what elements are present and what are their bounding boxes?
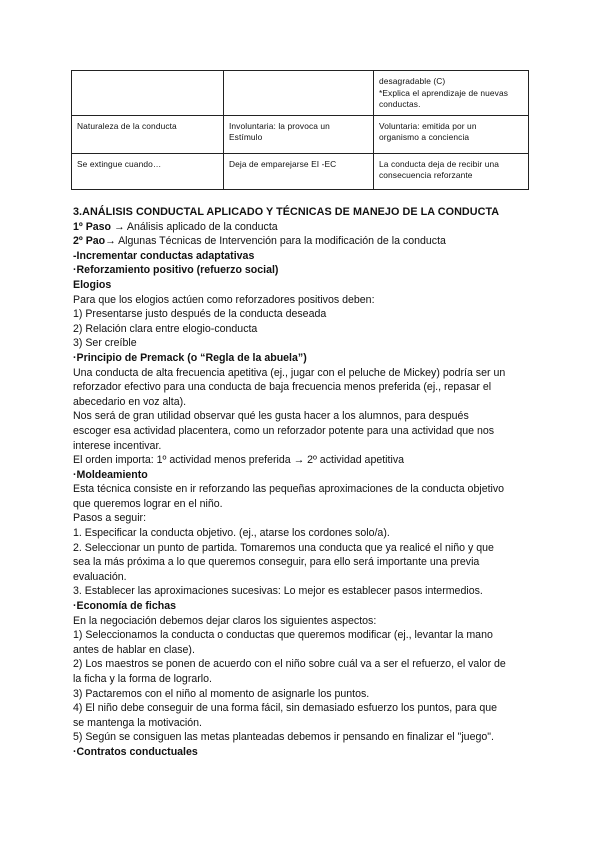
- cell-text: Involuntaria: la provoca un: [229, 120, 330, 131]
- cell-text: conductas.: [379, 99, 421, 109]
- paso-2-label: 2º Pao: [73, 235, 106, 248]
- text-line: 1) Presentarse justo después de la conducta deseada: [73, 308, 327, 321]
- paso-1-text: → Análisis aplicado de la conducta: [111, 220, 278, 233]
- text-line: Una conducta de alta frecuencia apetitiva (ej., jugar con el peluche de Mickey) podría ser un: [73, 366, 506, 379]
- cell-text: *Explica el aprendizaje de nuevas: [379, 87, 509, 98]
- cell-text: Se extingue cuando…: [77, 158, 162, 169]
- text-line: 4) El niño debe conseguir de una forma fácil, sin demasiado esfuerzo los puntos, para que: [73, 702, 498, 715]
- text-line: Pasos a seguir:: [73, 512, 147, 525]
- text-line: 1) Seleccionamos la conducta o conductas que queremos modificar (ej., levantar la mano: [73, 629, 493, 642]
- cell-text: desagradable (C): [379, 76, 446, 86]
- section-title: 3.ANÁLISIS CONDUCTAL APLICADO Y TÉCNICAS DE MANEJO DE LA CONDUCTA: [73, 206, 500, 218]
- fichas-heading: ·Economía de fichas: [73, 600, 177, 613]
- table-row: [72, 153, 529, 189]
- text-line: 2. Seleccionar un punto de partida. Tomaremos una conducta que ya realicé el niño y que: [73, 541, 494, 554]
- table-row: [72, 71, 529, 116]
- text-line: la ficha y la forma de lograrlo.: [73, 673, 212, 685]
- text-line: sea la más próxima a lo que queremos conseguir, para ello será importante una previa: [73, 556, 480, 569]
- text-line: evaluación.: [73, 570, 127, 583]
- paso-1-line: [73, 220, 543, 235]
- premack-heading: ·Principio de Premack (o “Regla de la abuela”): [73, 351, 307, 364]
- text-line: 5) Según se consiguen las metas planteadas debemos ir pensando en finalizar el "juego".: [73, 731, 494, 744]
- paso-2-line: [73, 234, 543, 249]
- text-line: Para que los elogios actúen como reforzadores positivos deben:: [73, 293, 375, 306]
- table-cell: [72, 71, 224, 116]
- cell-text: Naturaleza de la conducta: [77, 120, 177, 131]
- text-line: 2) Los maestros se ponen de acuerdo con el niño sobre cuál va a ser el refuerzo, el valor de: [73, 658, 506, 671]
- comparison-table: [71, 70, 529, 190]
- text-line: que queremos lograr en el niño.: [73, 497, 223, 510]
- text-line: interese incentivar.: [73, 439, 162, 452]
- text-line: 3. Establecer las aproximaciones sucesivas: Lo mejor es establecer pasos intermedios.: [73, 585, 483, 598]
- refuerzo-heading: ·Reforzamiento positivo (refuerzo social): [73, 264, 279, 277]
- text-line: El orden importa: 1º actividad menos preferida → 2º actividad apetitiva: [73, 454, 405, 467]
- table-cell: [72, 153, 224, 189]
- text-line: 1. Especificar la conducta objetivo. (ej., atarse los cordones solo/a).: [73, 527, 390, 540]
- table-cell: [374, 71, 529, 116]
- table-row: [72, 115, 529, 153]
- text-line: se mantenga la motivación.: [73, 716, 202, 729]
- paso-1-label: 1º Paso: [73, 220, 112, 233]
- section-content: [73, 205, 543, 760]
- table-cell: [374, 115, 529, 153]
- table-cell: [224, 71, 374, 116]
- cell-text: Deja de emparejarse EI -EC: [229, 158, 337, 169]
- cell-text: La conducta deja de recibir una: [379, 158, 499, 169]
- cell-text: organismo a conciencia: [379, 132, 470, 142]
- incrementar-heading: -Incrementar conductas adaptativas: [73, 249, 255, 262]
- table-cell: [72, 115, 224, 153]
- text-line: escoger esa actividad placentera, como un reforzador potente para una actividad que nos: [73, 424, 495, 437]
- text-line: reforzador efectivo para una conducta de baja frecuencia menos preferida (ej., repasar el: [73, 381, 492, 394]
- table-cell: [224, 115, 374, 153]
- elogios-heading: Elogios: [73, 278, 112, 291]
- cell-text: Voluntaria: emitida por un: [379, 120, 477, 131]
- table-cell: [224, 153, 374, 189]
- text-line: 2) Relación clara entre elogio-conducta: [73, 322, 258, 335]
- cell-text: consecuencia reforzante: [379, 170, 473, 180]
- text-line: En la negociación debemos dejar claros los siguientes aspectos:: [73, 614, 377, 627]
- text-line: abecedario en voz alta).: [73, 395, 187, 408]
- text-line: Nos será de gran utilidad observar qué les gusta hacer a los alumnos, para después: [73, 410, 469, 423]
- cell-text: Estímulo: [229, 132, 263, 142]
- text-line: 3) Pactaremos con el niño al momento de asignarle los puntos.: [73, 687, 370, 700]
- contratos-heading: ·Contratos conductuales: [73, 745, 198, 758]
- text-line: antes de hablar en clase).: [73, 643, 195, 656]
- text-line: 3) Ser creíble: [73, 337, 137, 350]
- moldeamiento-heading: ·Moldeamiento: [73, 468, 148, 481]
- text-line: Esta técnica consiste en ir reforzando las pequeñas aproximaciones de la conducta objetivo: [73, 483, 505, 496]
- paso-2-text: → Algunas Técnicas de Intervención para la modificación de la conducta: [105, 235, 446, 248]
- table-cell: [374, 153, 529, 189]
